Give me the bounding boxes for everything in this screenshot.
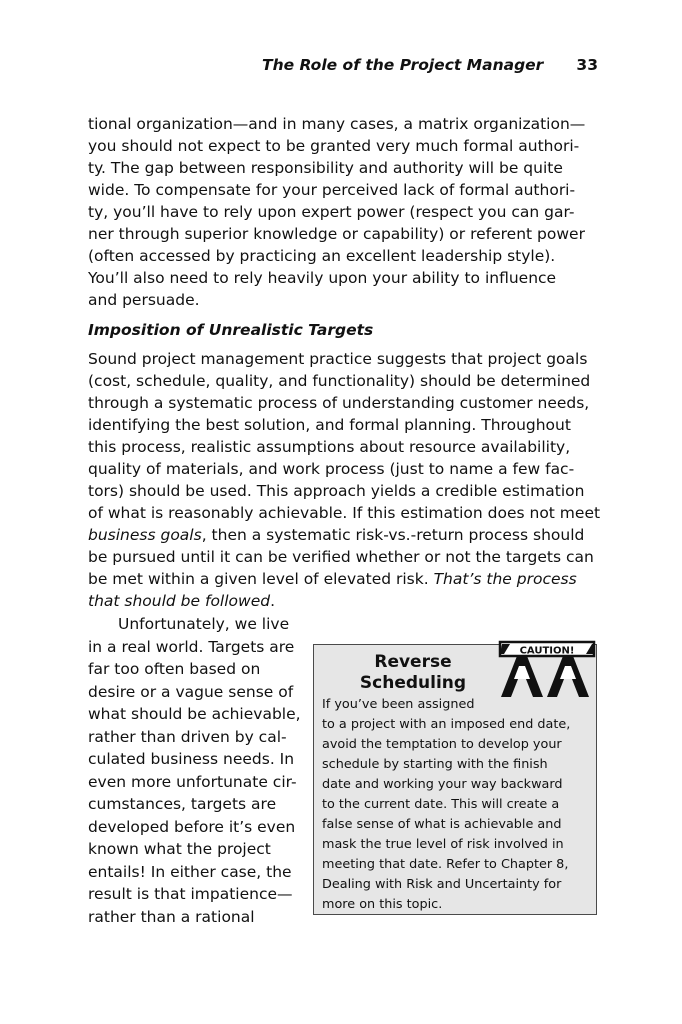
text-line: in a real world. Targets are — [88, 638, 295, 656]
callout-line: to a project with an imposed end date, — [322, 717, 571, 732]
running-header — [262, 56, 598, 76]
text-line: quality of materials, and work process (just to name a few fac- — [88, 460, 575, 478]
text-line: result is that impatience— — [88, 885, 293, 903]
text-line: of what is reasonably achievable. If this estimation does not meet — [88, 504, 601, 522]
text-line: culated business needs. In — [88, 750, 295, 768]
callout-line: false sense of what is achievable and — [322, 817, 562, 832]
callout-line: Dealing with Risk and Uncertainty for — [322, 877, 562, 892]
text-line: developed before it’s even — [88, 818, 296, 836]
callout-line: to the current date. This will create a — [322, 797, 560, 812]
text-span: . — [270, 592, 276, 610]
text-line: (often accessed by practicing an excellent leadership style). — [88, 247, 556, 265]
header-title: The Role of the Project Manager — [262, 56, 544, 74]
italic-phrase: That’s the process — [433, 570, 577, 588]
text-line: even more unfortunate cir- — [88, 773, 297, 791]
text-line: entails! In either case, the — [88, 863, 292, 881]
italic-phrase: that should be followed — [88, 592, 271, 610]
text-span: be met within a given level of elevated risk. — [88, 570, 434, 588]
text-span: , then a systematic risk-vs.-return process should — [201, 526, 585, 544]
caution-badge-text: CAUTION! — [519, 645, 575, 657]
text-line: (cost, schedule, quality, and functionality) should be determined — [88, 372, 591, 390]
text-line: and persuade. — [88, 291, 200, 309]
text-line: be pursued until it can be verified whether or not the targets can — [88, 548, 594, 566]
text-line: wide. To compensate for your perceived lack of formal authori- — [88, 181, 576, 199]
text-line: tors) should be used. This approach yields a credible estimation — [88, 482, 585, 500]
text-line: rather than a rational — [88, 908, 255, 926]
text-line — [88, 568, 577, 590]
text-line: ner through superior knowledge or capability) or referent power — [88, 225, 585, 243]
text-line: ty. The gap between responsibility and authority will be quite — [88, 159, 563, 177]
text-line: through a systematic process of understanding customer needs, — [88, 394, 590, 412]
text-line: Sound project management practice suggests that project goals — [88, 350, 588, 368]
text-line — [88, 590, 275, 612]
text-line: tional organization—and in many cases, a matrix organization— — [88, 115, 586, 133]
text-line: this process, realistic assumptions about resource availability, — [88, 438, 571, 456]
page-number: 33 — [576, 56, 598, 74]
italic-phrase: business goals — [88, 526, 202, 544]
callout-line: date and working your way backward — [322, 777, 563, 792]
section-heading: Imposition of Unrealistic Targets — [88, 321, 374, 339]
callout-line: schedule by starting with the finish — [322, 757, 548, 772]
text-line: rather than driven by cal- — [88, 728, 287, 746]
text-line: Unfortunately, we live — [118, 615, 290, 633]
callout-line: meeting that date. Refer to Chapter 8, — [322, 857, 569, 872]
text-line: known what the project — [88, 840, 271, 858]
text-line: desire or a vague sense of — [88, 683, 294, 701]
callout-line: avoid the temptation to develop your — [322, 737, 562, 752]
text-line: ty, you’ll have to rely upon expert power (respect you can gar- — [88, 203, 575, 221]
callout-title-line2: Scheduling — [359, 673, 467, 693]
text-line — [88, 524, 584, 546]
callout-line: mask the true level of risk involved in — [322, 837, 564, 852]
text-line: identifying the best solution, and formal planning. Throughout — [88, 416, 571, 434]
caution-sign-icon — [497, 639, 597, 701]
text-line: You’ll also need to rely heavily upon your ability to influence — [88, 269, 557, 287]
text-line: what should be achievable, — [88, 705, 301, 723]
text-line: cumstances, targets are — [88, 795, 277, 813]
callout-line: If you’ve been assigned — [322, 697, 475, 712]
callout-line: more on this topic. — [322, 897, 443, 912]
caution-callout — [313, 644, 597, 915]
callout-title-line1: Reverse — [374, 652, 452, 672]
text-line: you should not expect to be granted very much formal authori- — [88, 137, 580, 155]
text-line: far too often based on — [88, 660, 261, 678]
